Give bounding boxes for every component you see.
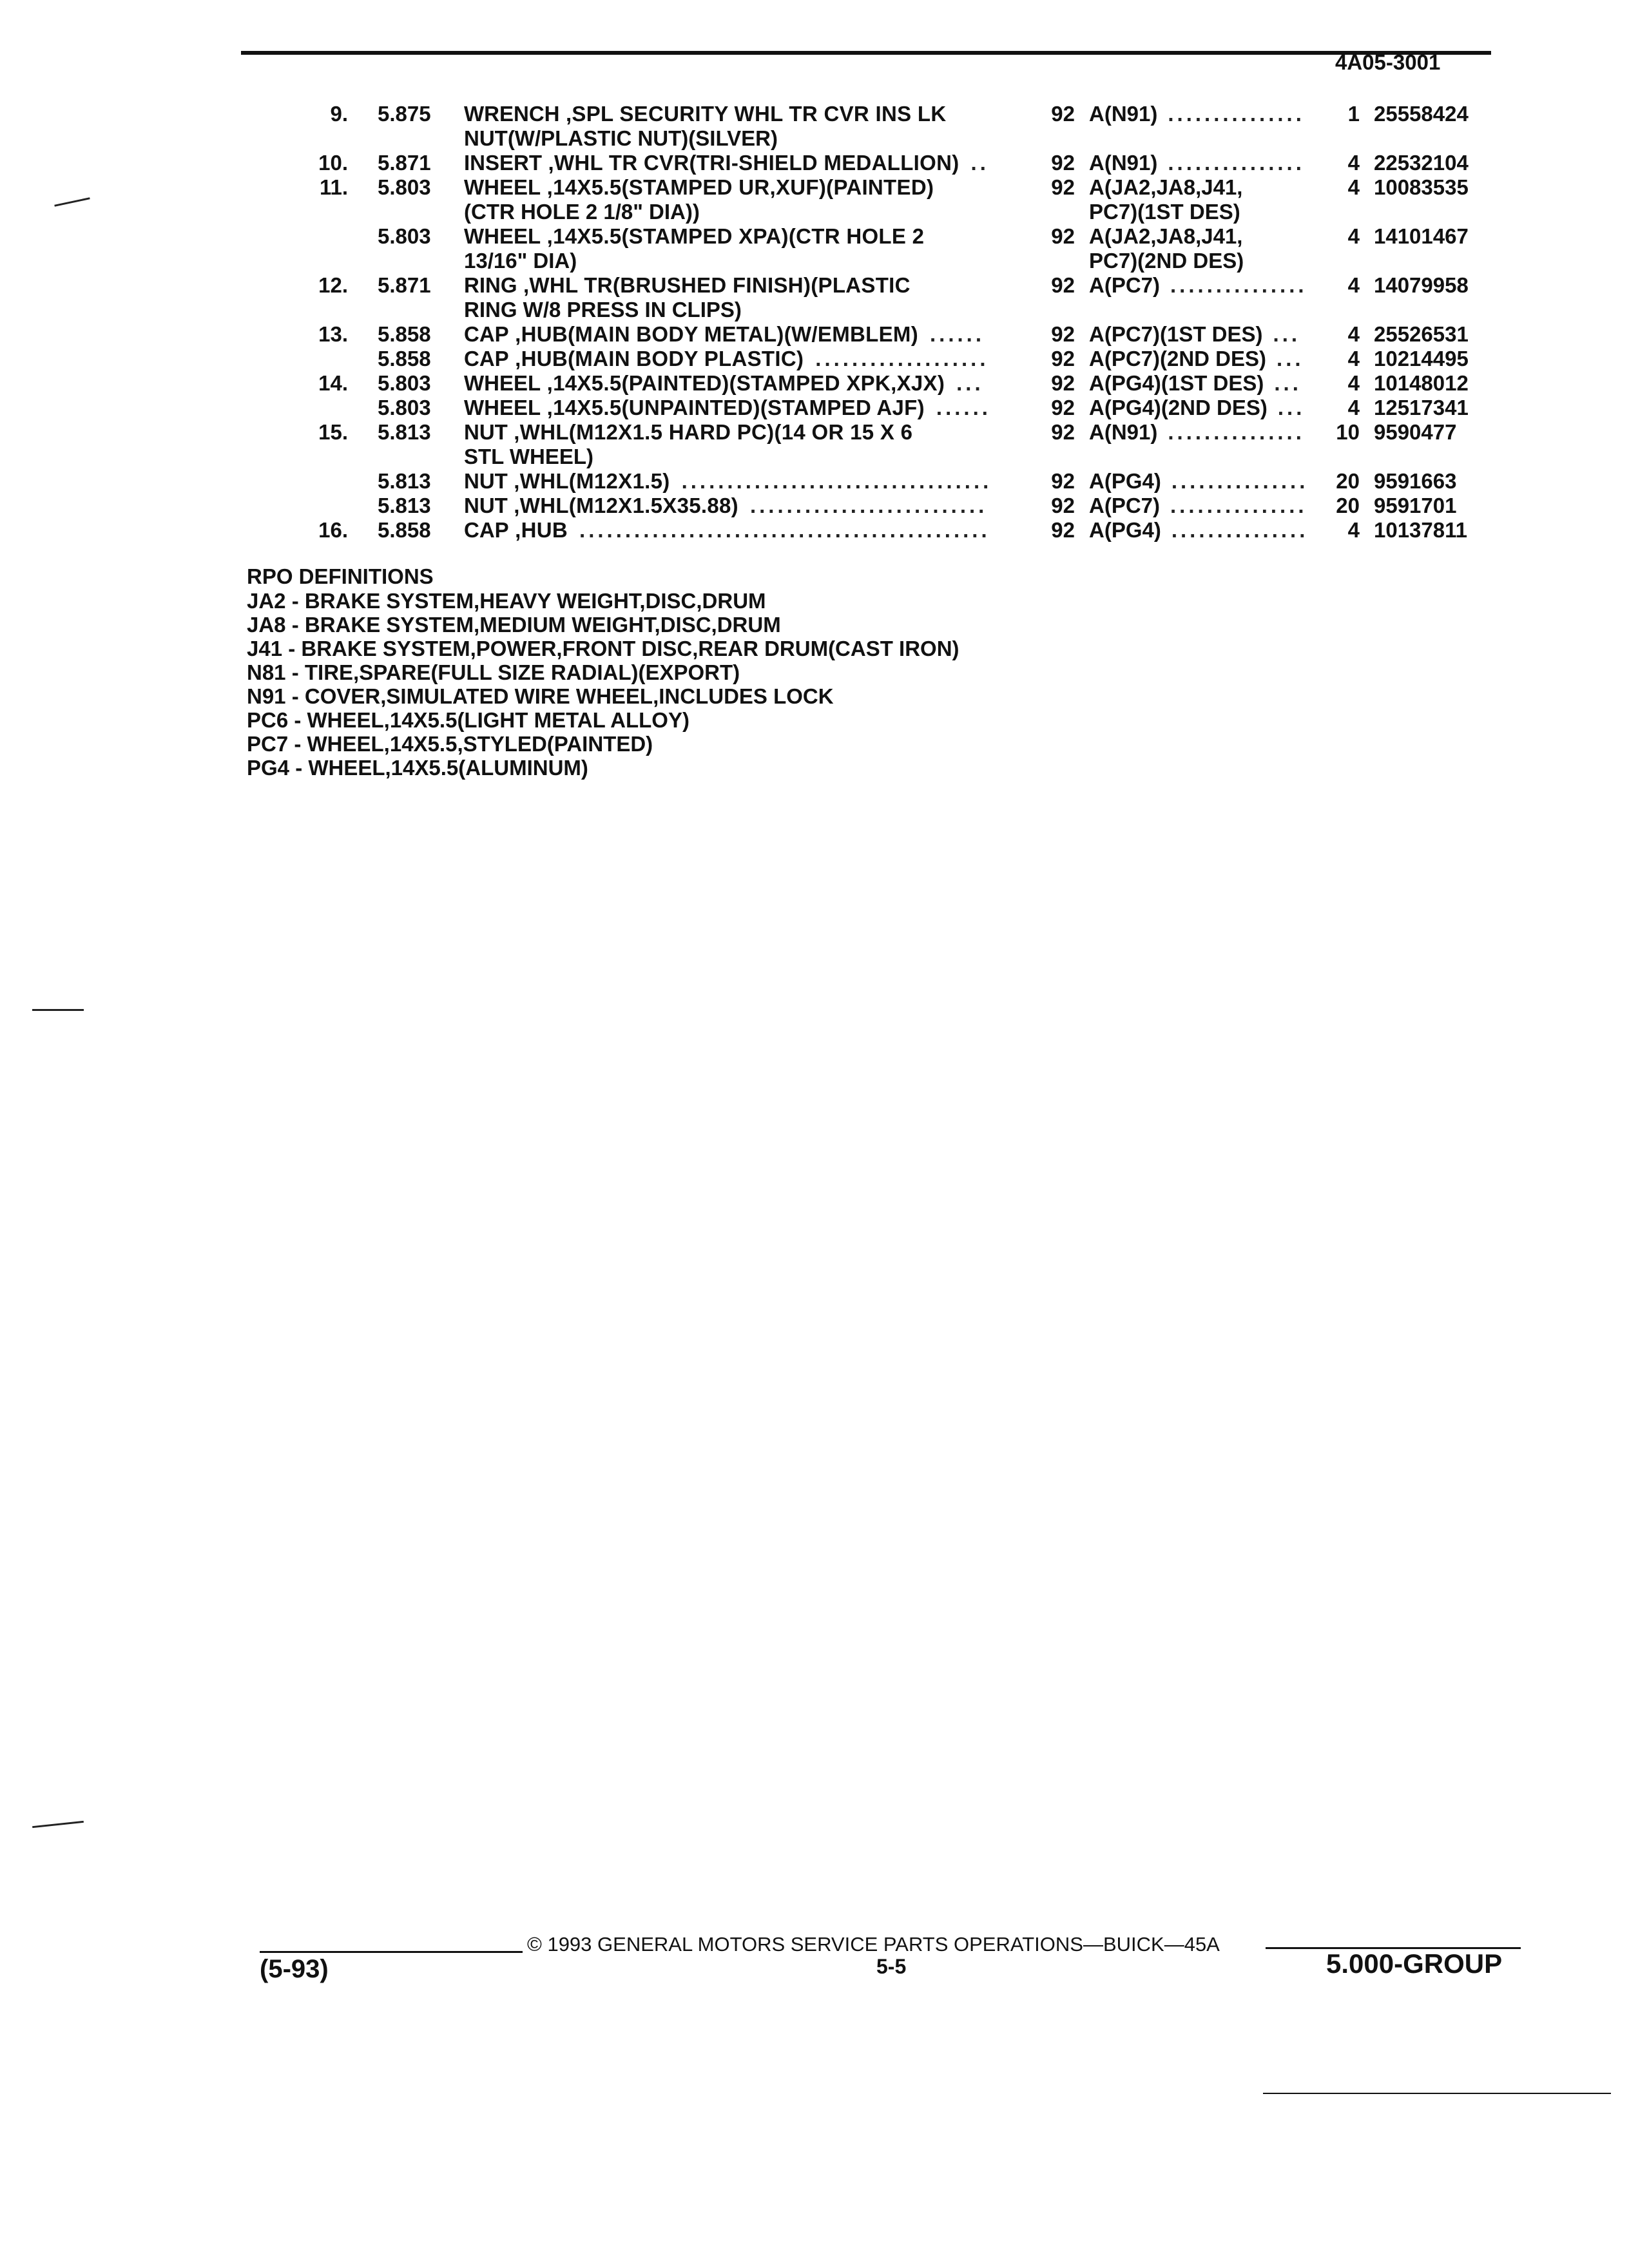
part-name: NUT [464, 420, 508, 444]
quantity: 4 [1347, 371, 1360, 395]
part-number: 9591663 [1374, 469, 1457, 493]
table-row [0, 102, 1629, 126]
figure-number: 13. [318, 322, 348, 346]
figure-number: 16. [318, 518, 348, 542]
table-row [0, 469, 1629, 494]
table-row [0, 322, 1629, 347]
catalog-code: 92 [1051, 224, 1075, 248]
quantity: 4 [1347, 518, 1360, 542]
figure-number: 10. [318, 151, 348, 175]
footer-bottom-rule [1263, 2093, 1611, 2094]
figure-number: 14. [318, 371, 348, 395]
group-number: 5.803 [378, 175, 431, 199]
part-number: 10214495 [1374, 347, 1469, 370]
group-number: 5.858 [378, 322, 431, 346]
part-name: WRENCH [464, 102, 560, 126]
part-description [464, 518, 568, 543]
table-row-continuation [0, 298, 1629, 322]
part-detail: ,14X5.5(UNPAINTED)(STAMPED AJF) [541, 396, 925, 419]
part-detail: ,WHL(M12X1.5) [507, 469, 670, 493]
table-row [0, 420, 1629, 445]
group-number: 5.813 [378, 494, 431, 517]
part-description-continuation: NUT(W/PLASTIC NUT)(SILVER) [464, 126, 778, 150]
quantity: 4 [1347, 322, 1360, 346]
table-row [0, 273, 1629, 298]
table-row [0, 396, 1629, 420]
footer-copyright: © 1993 GENERAL MOTORS SERVICE PARTS OPERATIONS—BUICK—45A [527, 1933, 1220, 1956]
part-name: RING [464, 273, 517, 297]
part-detail: ,WHL TR(BRUSHED FINISH)(PLASTIC [517, 273, 911, 297]
part-description [464, 420, 912, 445]
part-number: 9590477 [1374, 420, 1457, 444]
usage-code-continuation: PC7)(1ST DES) [1089, 200, 1240, 224]
figure-number: 11. [319, 175, 348, 199]
rpo-title: RPO DEFINITIONS [247, 564, 434, 588]
part-detail: ,WHL(M12X1.5 HARD PC)(14 OR 15 X 6 [507, 420, 913, 444]
part-number: 12517341 [1374, 396, 1469, 419]
quantity: 4 [1347, 175, 1360, 199]
part-description-continuation: 13/16" DIA) [464, 249, 577, 273]
catalog-code: 4A05-3001 [1335, 50, 1441, 74]
part-description [464, 371, 945, 396]
catalog-code: 92 [1051, 420, 1075, 444]
part-name: WHEEL [464, 175, 541, 199]
catalog-code: 92 [1051, 371, 1075, 395]
leader-dots: ................... [815, 347, 989, 370]
table-row-continuation [0, 445, 1629, 469]
quantity: 20 [1336, 494, 1360, 517]
part-description-continuation: (CTR HOLE 2 1/8" DIA)) [464, 200, 700, 224]
leader-dots: ... [1277, 396, 1306, 419]
leader-dots: .. [970, 151, 989, 175]
usage-code: A(JA2,JA8,J41, [1089, 224, 1243, 248]
rpo-item: N81 - TIRE,SPARE(FULL SIZE RADIAL)(EXPORT) [247, 660, 740, 684]
catalog-code: 92 [1051, 518, 1075, 542]
rpo-item: PG4 - WHEEL,14X5.5(ALUMINUM) [247, 756, 588, 780]
part-description [464, 494, 738, 518]
group-number: 5.803 [378, 371, 431, 395]
leader-dots: ... [1274, 371, 1302, 395]
part-description [464, 322, 918, 347]
part-description [464, 469, 670, 494]
leader-dots: ... [1277, 347, 1304, 370]
table-row-continuation [0, 249, 1629, 273]
group-number: 5.871 [378, 273, 431, 297]
catalog-code: 92 [1051, 396, 1075, 419]
usage-code: A(PG4)(2ND DES) [1089, 396, 1268, 419]
parts-table [0, 0, 1629, 580]
quantity: 4 [1347, 224, 1360, 248]
leader-dots: ............... [1170, 273, 1307, 297]
quantity: 20 [1336, 469, 1360, 493]
part-number: 10137811 [1374, 518, 1468, 542]
part-detail: ,14X5.5(STAMPED UR,XUF)(PAINTED) [541, 175, 934, 199]
part-detail: ,HUB(MAIN BODY METAL)(W/EMBLEM) [508, 322, 918, 346]
table-row [0, 371, 1629, 396]
group-number: 5.813 [378, 420, 431, 444]
leader-dots: ............... [1170, 494, 1307, 517]
group-number: 5.803 [378, 224, 431, 248]
usage-code: A(N91) [1089, 420, 1158, 444]
part-detail: ,WHL TR CVR(TRI-SHIELD MEDALLION) [542, 151, 959, 175]
catalog-code: 92 [1051, 102, 1075, 126]
rpo-item: J41 - BRAKE SYSTEM,POWER,FRONT DISC,REAR DRUM(CAST IRON) [247, 637, 959, 660]
part-description [464, 151, 959, 175]
group-number: 5.803 [378, 396, 431, 419]
group-number: 5.875 [378, 102, 431, 126]
catalog-code: 92 [1051, 322, 1075, 346]
leader-dots: ............................................. [579, 518, 990, 542]
part-name: WHEEL [464, 371, 541, 395]
footer-rule-left [260, 1951, 523, 1953]
table-row [0, 494, 1629, 518]
part-detail: ,SPL SECURITY WHL TR CVR INS LK [559, 102, 947, 126]
table-row [0, 347, 1629, 371]
part-number: 9591701 [1374, 494, 1457, 517]
part-name: CAP [464, 347, 509, 370]
leader-dots: ...... [936, 396, 991, 419]
footer-date: (5-93) [260, 1955, 329, 1983]
usage-code-continuation: PC7)(2ND DES) [1089, 249, 1244, 273]
usage-code: A(N91) [1089, 151, 1158, 175]
part-name: WHEEL [464, 396, 541, 419]
rpo-item: N91 - COVER,SIMULATED WIRE WHEEL,INCLUDES LOCK [247, 684, 834, 708]
margin-mark [32, 1009, 84, 1011]
leader-dots: .......................... [749, 494, 988, 517]
table-row-continuation [0, 126, 1629, 151]
leader-dots: ............... [1168, 102, 1305, 126]
quantity: 1 [1347, 102, 1360, 126]
table-row [0, 518, 1629, 543]
part-number: 10083535 [1374, 175, 1469, 199]
rpo-item: PC7 - WHEEL,14X5.5,STYLED(PAINTED) [247, 732, 653, 756]
figure-number: 15. [318, 420, 348, 444]
usage-code: A(JA2,JA8,J41, [1089, 175, 1243, 199]
catalog-code: 92 [1051, 494, 1075, 517]
leader-dots: ............... [1171, 518, 1309, 542]
quantity: 4 [1347, 151, 1360, 175]
part-name: WHEEL [464, 224, 541, 248]
group-number: 5.858 [378, 518, 431, 542]
figure-number: 12. [318, 273, 348, 297]
quantity: 4 [1347, 273, 1360, 297]
catalog-code: 92 [1051, 175, 1075, 199]
part-number: 14079958 [1374, 273, 1469, 297]
footer-page: 5-5 [876, 1955, 907, 1978]
group-number: 5.813 [378, 469, 431, 493]
usage-code: A(PC7)(1ST DES) [1089, 322, 1263, 346]
part-description [464, 224, 924, 249]
rpo-item: PC6 - WHEEL,14X5.5(LIGHT METAL ALLOY) [247, 708, 689, 732]
part-name: INSERT [464, 151, 543, 175]
catalog-code: 92 [1051, 469, 1075, 493]
usage-code: A(PC7) [1089, 273, 1161, 297]
usage-code: A(PG4) [1089, 469, 1161, 493]
catalog-code: 92 [1051, 347, 1075, 370]
leader-dots: ............... [1168, 420, 1305, 444]
part-description [464, 396, 925, 420]
group-number: 5.858 [378, 347, 431, 370]
part-description-continuation: RING W/8 PRESS IN CLIPS) [464, 298, 742, 322]
catalog-code: 92 [1051, 151, 1075, 175]
part-name: CAP [464, 322, 509, 346]
quantity: 10 [1336, 420, 1360, 444]
table-row-continuation [0, 200, 1629, 224]
table-row [0, 151, 1629, 175]
part-name: NUT [464, 469, 508, 493]
figure-number: 9. [330, 102, 348, 126]
leader-dots: ............... [1168, 151, 1305, 175]
leader-dots: ... [956, 371, 984, 395]
part-number: 10148012 [1374, 371, 1469, 395]
part-description [464, 175, 934, 200]
group-number: 5.871 [378, 151, 431, 175]
part-description [464, 347, 804, 371]
leader-dots: ...... [929, 322, 985, 346]
rpo-item: JA2 - BRAKE SYSTEM,HEAVY WEIGHT,DISC,DRUM [247, 589, 766, 613]
usage-code: A(PC7)(2ND DES) [1089, 347, 1267, 370]
usage-code: A(PG4) [1089, 518, 1161, 542]
leader-dots: .................................. [681, 469, 992, 493]
part-name: NUT [464, 494, 508, 517]
rpo-item: JA8 - BRAKE SYSTEM,MEDIUM WEIGHT,DISC,DRUM [247, 613, 781, 637]
part-number: 25526531 [1374, 322, 1469, 346]
margin-mark [32, 1821, 84, 1828]
quantity: 4 [1347, 396, 1360, 419]
part-detail: ,WHL(M12X1.5X35.88) [507, 494, 738, 517]
part-number: 22532104 [1374, 151, 1469, 175]
part-detail: ,14X5.5(PAINTED)(STAMPED XPK,XJX) [541, 371, 945, 395]
usage-code: A(PG4)(1ST DES) [1089, 371, 1264, 395]
part-detail: ,14X5.5(STAMPED XPA)(CTR HOLE 2 [541, 224, 925, 248]
usage-code: A(PC7) [1089, 494, 1161, 517]
part-number: 25558424 [1374, 102, 1469, 126]
usage-code: A(N91) [1089, 102, 1158, 126]
part-description [464, 102, 946, 126]
part-description-continuation: STL WHEEL) [464, 445, 594, 468]
table-row [0, 175, 1629, 200]
part-detail: ,HUB(MAIN BODY PLASTIC) [508, 347, 804, 370]
quantity: 4 [1347, 347, 1360, 370]
table-row [0, 224, 1629, 249]
part-description [464, 273, 911, 298]
footer-group: 5.000-GROUP [1326, 1948, 1503, 1979]
catalog-code: 92 [1051, 273, 1075, 297]
part-name: CAP [464, 518, 509, 542]
leader-dots: ............... [1171, 469, 1309, 493]
part-number: 14101467 [1374, 224, 1469, 248]
leader-dots: ... [1273, 322, 1301, 346]
part-detail: ,HUB [508, 518, 568, 542]
